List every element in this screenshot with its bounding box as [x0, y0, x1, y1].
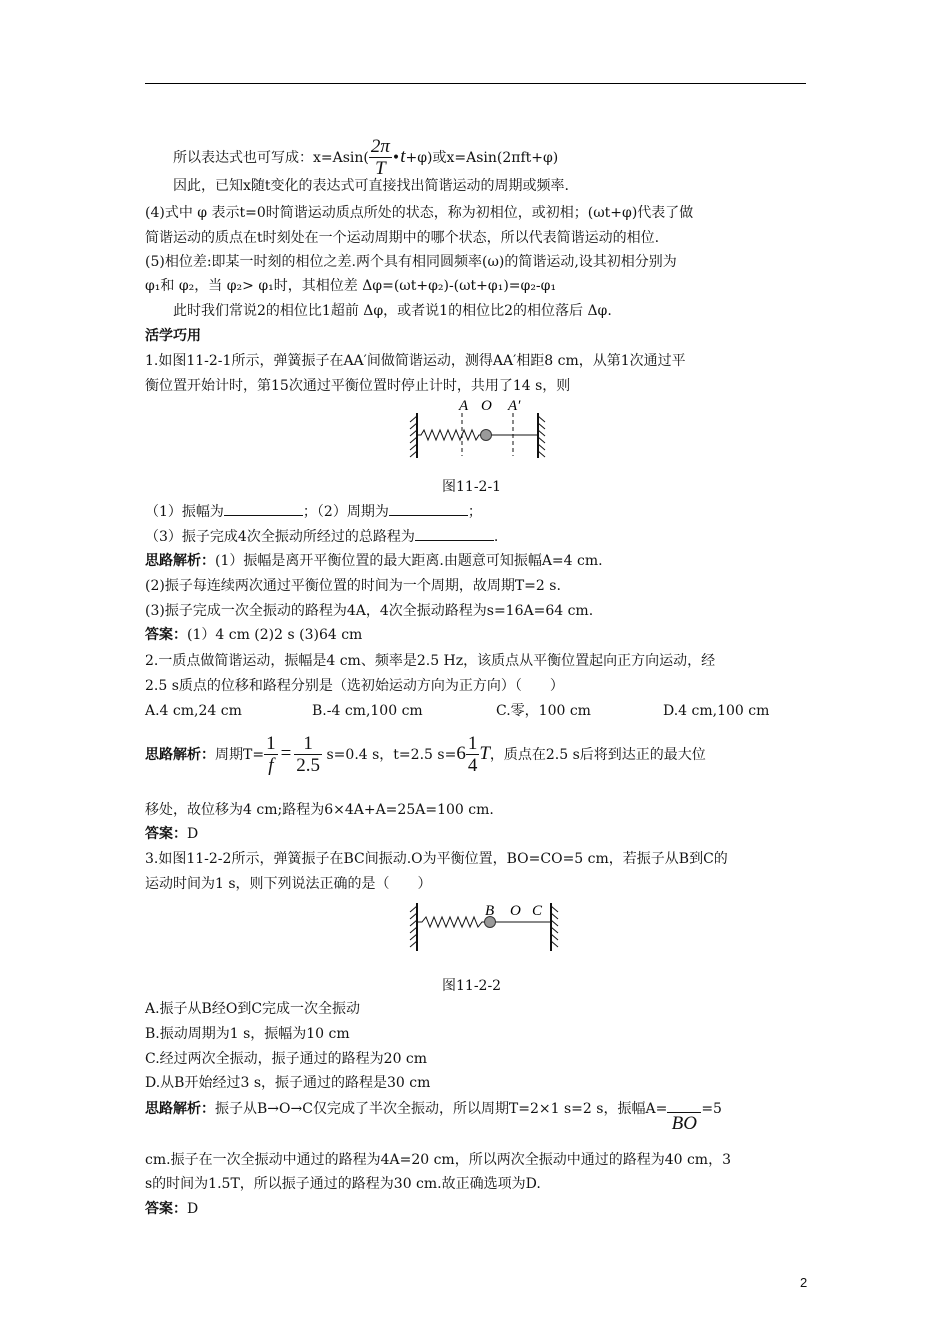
section-heading: 活学巧用 — [145, 328, 201, 344]
blank-amplitude[interactable] — [224, 501, 303, 516]
q2-line-1: 2.一质点做简谐运动，振幅是4 cm、频率是2.5 Hz，该质点从平衡位置起向正方向运动，经 — [145, 653, 716, 669]
q2-option-a[interactable]: A.4 cm,24 cm — [145, 703, 242, 719]
text-line-6: φ₁和 φ₂，当 φ₂> φ₁时，其相位差 Δφ=(ωt+φ₂)-(ωt+φ₁)=φ₂-φ₁ — [145, 278, 557, 294]
q3-analysis-line-3: s的时间为1.5T，所以振子通过的路程为30 cm.故正确选项为D. — [145, 1176, 541, 1192]
fraction-1-over-f: $\frac{1}{f}$ — [266, 733, 276, 776]
q3-option-b[interactable]: B.振动周期为1 s，振幅为10 cm — [145, 1026, 350, 1042]
var-t: t — [400, 146, 406, 167]
q2-analysis-line-1: 思路解析：周期T= $\frac{1}{f}$ = $\frac{1}{2.5}$ s=0.4 s，t=2.5 s=6 $\frac{1}{4}$ T，质点在2.5 s后将到达正的最大位 — [145, 733, 706, 776]
q1-answer: 答案：(1）4 cm (2)2 s (3)64 cm — [145, 627, 363, 643]
fraction-2pi-over-T: $\frac{2\pi}{T}$ — [370, 136, 390, 179]
q1-analysis-line-1: 思路解析：(1）振幅是离开平衡位置的最大距离.由题意可知振幅A=4 cm. — [145, 553, 603, 569]
label-A: A — [459, 398, 469, 414]
q2-option-c[interactable]: C.零，100 cm — [496, 703, 591, 719]
q1-analysis-line-3: (3)振子完成一次全振动的路程为4A，4次全振动路程为s=16A=64 cm. — [145, 603, 594, 619]
text-line-5: (5)相位差:即某一时刻的相位之差.两个具有相同圆频率(ω)的简谐运动,设其初相分别为 — [145, 254, 677, 270]
q2-analysis-line-2: 移处，故位移为4 cm;路程为6×4A+A=25A=100 cm. — [145, 802, 494, 818]
q3-line-1: 3.如图11-2-2所示，弹簧振子在BC间振动.O为平衡位置，BO=CO=5 cm，若振子从B到C的 — [145, 851, 728, 867]
q1-line-1: 1.如图11-2-1所示，弹簧振子在AA′间做简谐运动，测得AA′相距8 cm，从第1次通过平 — [145, 353, 686, 369]
figure-11-2-1 — [405, 396, 550, 462]
q2-option-b[interactable]: B.-4 cm,100 cm — [312, 703, 423, 719]
formula-text-b: +φ)或x=Asin(2πft+φ) — [405, 150, 559, 166]
q2-option-d[interactable]: D.4 cm,100 cm — [663, 703, 770, 719]
label-O: O — [510, 903, 521, 919]
label-C: C — [532, 903, 543, 919]
header-rule — [145, 83, 806, 84]
blank-distance[interactable] — [415, 526, 494, 541]
fraction-BO: BO — [667, 1098, 701, 1135]
q1-blanks-line: （1）振幅为 ；（2）周期为 ； — [145, 501, 482, 522]
fraction-1-over-4: $\frac{1}{4}$ — [467, 733, 478, 776]
q3-option-a[interactable]: A.振子从B经O到C完成一次全振动 — [145, 1001, 361, 1017]
dot-operator: • — [391, 150, 401, 166]
blank-period[interactable] — [389, 501, 468, 516]
q3-analysis-line-2: cm.振子在一次全振动中通过的路程为4A=20 cm，所以两次全振动中通过的路程为40 cm，3 — [145, 1152, 731, 1168]
q2-answer: 答案：D — [145, 826, 199, 842]
text-line-2: 因此，已知x随t变化的表达式可直接找出简谐运动的周期或频率. — [173, 178, 569, 194]
figure-caption-2: 图11-2-2 — [442, 978, 502, 994]
formula-text-a: 所以表达式也可写成：x=Asin( — [173, 150, 369, 166]
q1-line-2: 衡位置开始计时，第15次通过平衡位置时停止计时，共用了14 s，则 — [145, 378, 571, 394]
q3-analysis-line-1: 思路解析：振子从B→O→C仅完成了半次全振动，所以周期T=2×1 s=2 s，振幅A= BO =5 — [145, 1098, 722, 1135]
formula-line — [173, 136, 558, 180]
text-line-4: 简谐运动的质点在t时刻处在一个运动周期中的哪个状态，所以代表简谐运动的相位. — [145, 230, 660, 246]
figure-caption-1: 图11-2-1 — [442, 479, 502, 495]
q1-blank3-line: （3）振子完成4次全振动所经过的总路程为 . — [145, 526, 498, 547]
text-line-7: 此时我们常说2的相位比1超前 Δφ，或者说1的相位比2的相位落后 Δφ. — [173, 303, 612, 319]
q3-line-2: 运动时间为1 s，则下列说法正确的是（ ） — [145, 876, 432, 892]
q2-line-2: 2.5 s质点的位移和路程分别是（选初始运动方向为正方向）（ ） — [145, 678, 564, 694]
q1-analysis-line-2: (2)振子每连续两次通过平衡位置的时间为一个周期，故周期T=2 s. — [145, 578, 561, 594]
q3-answer: 答案：D — [145, 1201, 199, 1217]
page-number: 2 — [800, 1275, 808, 1290]
q3-option-d[interactable]: D.从B开始经过3 s，振子通过的路程是30 cm — [145, 1075, 431, 1091]
fraction-1-over-2-5: $\frac{1}{2.5}$ — [296, 733, 321, 776]
label-A-prime: A′ — [508, 398, 521, 414]
q3-option-c[interactable]: C.经过两次全振动，振子通过的路程为20 cm — [145, 1051, 428, 1067]
figure-11-2-2 — [405, 895, 560, 955]
label-O: O — [481, 398, 492, 414]
text-line-3: (4)式中 φ 表示t=0时简谐运动质点所处的状态，称为初相位，或初相；(ωt+φ)代表了做 — [145, 205, 694, 221]
label-B: B — [485, 903, 495, 919]
